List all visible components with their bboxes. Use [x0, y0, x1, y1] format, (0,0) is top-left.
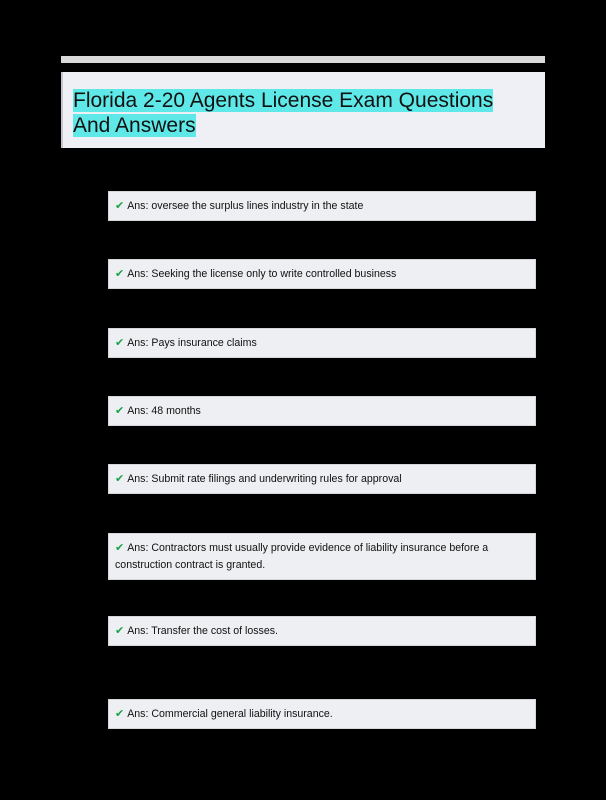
check-icon: ✔: [115, 472, 125, 485]
answer-text: Transfer the cost of losses.: [151, 625, 278, 637]
answer-text: Pays insurance claims: [151, 337, 257, 349]
check-icon: ✔: [115, 541, 125, 554]
answer-prefix: Ans:: [127, 268, 149, 280]
title-card: [61, 72, 545, 148]
check-icon: ✔: [115, 707, 125, 720]
answer-text: Seeking the license only to write controlled business: [151, 268, 397, 280]
answer-text: Commercial general liability insurance.: [151, 708, 333, 720]
answer-box-2: [108, 259, 536, 289]
answer-box-7: [108, 616, 536, 646]
check-icon: ✔: [115, 404, 125, 417]
answer-box-8: [108, 699, 536, 729]
page-title: [73, 88, 513, 138]
highlighted-title: Florida 2-20 Agents License Exam Questions And Answers: [73, 89, 494, 137]
answer-text: 48 months: [151, 405, 201, 417]
answer-text: oversee the surplus lines industry in the state: [151, 200, 364, 212]
answer-prefix: Ans:: [127, 708, 149, 720]
answer-prefix: Ans:: [127, 473, 149, 485]
check-icon: ✔: [115, 199, 125, 212]
answer-box-5: [108, 464, 536, 494]
answer-prefix: Ans:: [127, 542, 149, 554]
answer-prefix: Ans:: [127, 200, 149, 212]
check-icon: ✔: [115, 267, 125, 280]
answer-prefix: Ans:: [127, 405, 149, 417]
answer-text: Contractors must usually provide evidence of liability insurance before a construction contract is granted.: [115, 542, 489, 571]
answer-prefix: Ans:: [127, 625, 149, 637]
top-divider: [61, 56, 545, 63]
answer-prefix: Ans:: [127, 337, 149, 349]
check-icon: ✔: [115, 624, 125, 637]
answer-text: Submit rate filings and underwriting rules for approval: [151, 473, 402, 485]
answer-box-3: [108, 328, 536, 358]
answer-box-4: [108, 396, 536, 426]
answer-box-1: [108, 191, 536, 221]
answer-box-6: [108, 533, 536, 580]
check-icon: ✔: [115, 336, 125, 349]
